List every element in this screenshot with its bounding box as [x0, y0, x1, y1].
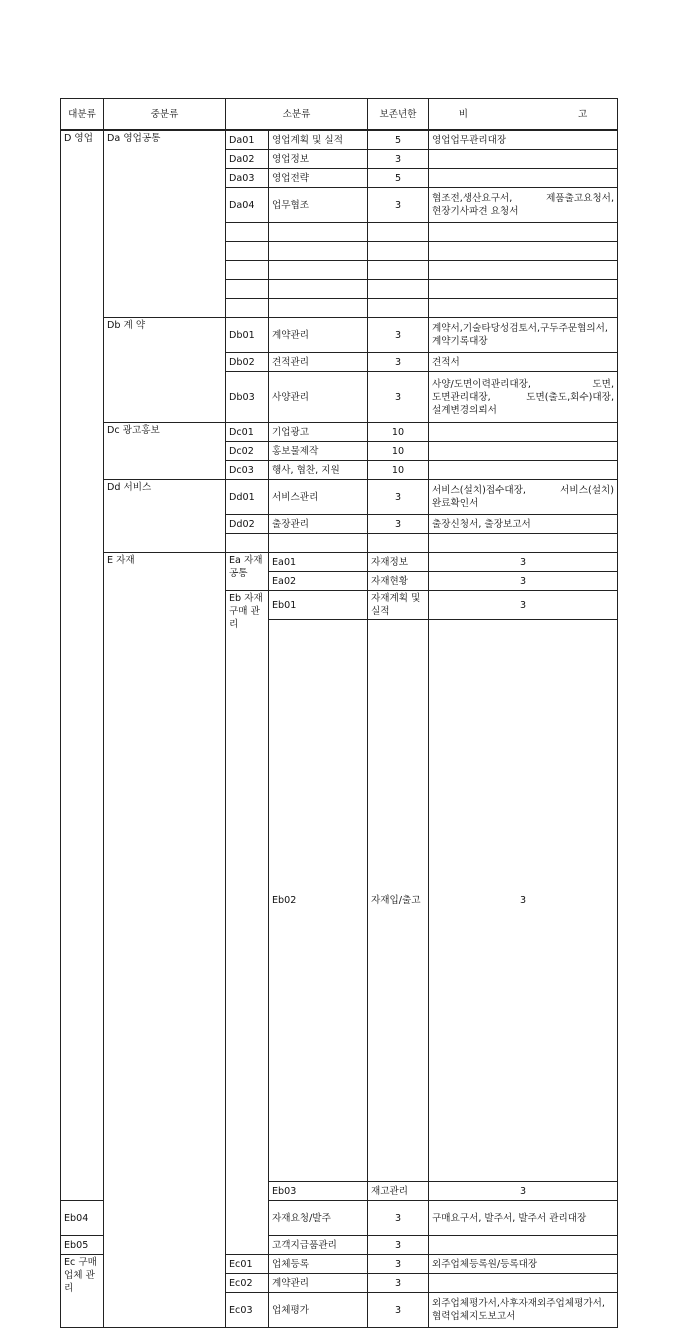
minor-code: Eb02	[269, 620, 368, 1182]
retention-years: 3	[368, 188, 429, 223]
middle-category-ea: Ea 자재공통	[226, 553, 269, 591]
remarks: 외주업체등록원/등록대장	[429, 1255, 618, 1274]
middle-category-eb: Eb 자재구매 관리	[226, 591, 269, 1255]
minor-name: 기업광고	[269, 423, 368, 442]
minor-code: Ea01	[269, 553, 368, 572]
retention-years: 3	[429, 591, 618, 620]
table-row	[61, 480, 618, 515]
remarks: 외주업체평가서,사후자재외주업체평가서,협력업체지도보고서	[429, 1293, 618, 1328]
minor-name: 행사, 협찬, 지원	[269, 461, 368, 480]
minor-code: Dc01	[226, 423, 269, 442]
retention-years: 3	[368, 1274, 429, 1293]
minor-name: 사양관리	[269, 372, 368, 423]
minor-code: Eb05	[61, 1236, 104, 1255]
remarks: 협조전,생산요구서, 제품출고요청서, 현장기사파견 요청서	[429, 188, 618, 223]
middle-category-db: Db 계 약	[104, 318, 226, 423]
minor-name: 영업계획 및 실적	[269, 130, 368, 150]
minor-name: 자재입/출고	[368, 620, 429, 1182]
header-major: 대분류	[61, 99, 104, 131]
minor-name: 출장관리	[269, 515, 368, 534]
minor-name: 홍보물제작	[269, 442, 368, 461]
header-minor: 소분류	[226, 99, 368, 131]
minor-name: 재고관리	[368, 1182, 429, 1201]
middle-category-ec: Ec 구매업체 관리	[61, 1255, 104, 1328]
retention-years: 3	[429, 572, 618, 591]
remarks	[429, 423, 618, 442]
minor-code: Eb04	[61, 1201, 104, 1236]
minor-code: Dc03	[226, 461, 269, 480]
remarks	[429, 442, 618, 461]
minor-name: 자재현황	[368, 572, 429, 591]
retention-years: 10	[368, 461, 429, 480]
retention-years: 3	[429, 620, 618, 1182]
retention-years: 3	[429, 553, 618, 572]
remarks	[429, 169, 618, 188]
header-row	[61, 99, 618, 131]
table-row	[61, 553, 618, 572]
minor-code: Dc02	[226, 442, 269, 461]
remarks: 구매요구서, 발주서, 발주서 관리대장	[429, 1201, 618, 1236]
retention-years: 3	[429, 1182, 618, 1201]
retention-years: 5	[368, 169, 429, 188]
remarks	[429, 1274, 618, 1293]
remarks: 계약서,기술타당성검토서,구두주문협의서,계약기록대장	[429, 318, 618, 353]
header-retention: 보존년한	[368, 99, 429, 131]
minor-name: 자재요청/발주	[269, 1201, 368, 1236]
major-category-d: D 영업	[61, 130, 104, 1201]
minor-code: Eb01	[269, 591, 368, 620]
middle-category-da: Da 영업공통	[104, 130, 226, 318]
remarks: 출장신청서, 출장보고서	[429, 515, 618, 534]
minor-code: Dd02	[226, 515, 269, 534]
retention-years: 5	[368, 130, 429, 150]
minor-code: Ea02	[269, 572, 368, 591]
minor-code: Db03	[226, 372, 269, 423]
minor-code: Da02	[226, 150, 269, 169]
remarks	[429, 461, 618, 480]
minor-name: 업체평가	[269, 1293, 368, 1328]
header-remarks-a: 비	[458, 108, 468, 120]
remarks	[429, 1236, 618, 1255]
retention-years: 3	[368, 1293, 429, 1328]
minor-name: 업체등록	[269, 1255, 368, 1274]
middle-category-dc: Dc 광고홍보	[104, 423, 226, 480]
minor-name: 영업전략	[269, 169, 368, 188]
retention-years: 3	[368, 480, 429, 515]
header-remarks	[429, 99, 618, 131]
minor-name: 고객지급품관리	[269, 1236, 368, 1255]
minor-code: Dd01	[226, 480, 269, 515]
table-row	[61, 318, 618, 353]
retention-years: 3	[368, 1255, 429, 1274]
minor-code: Ec03	[226, 1293, 269, 1328]
retention-years: 3	[368, 515, 429, 534]
table-row	[61, 423, 618, 442]
minor-code: Db01	[226, 318, 269, 353]
minor-name: 업무협조	[269, 188, 368, 223]
minor-name: 서비스관리	[269, 480, 368, 515]
minor-name: 계약관리	[269, 1274, 368, 1293]
retention-years: 10	[368, 423, 429, 442]
retention-years: 3	[368, 1201, 429, 1236]
minor-code: Eb03	[269, 1182, 368, 1201]
minor-name: 계약관리	[269, 318, 368, 353]
remarks: 사양/도면이력관리대장, 도면, 도면관리대장, 도면(출도,회수)대장, 설계변경의뢰서	[429, 372, 618, 423]
retention-years: 3	[368, 150, 429, 169]
retention-years: 3	[368, 1236, 429, 1255]
major-category-e: E 자재	[104, 553, 226, 1328]
retention-years: 3	[368, 318, 429, 353]
minor-code: Da03	[226, 169, 269, 188]
minor-name: 견적관리	[269, 353, 368, 372]
retention-years: 3	[368, 372, 429, 423]
records-retention-table	[60, 98, 618, 1328]
header-middle: 중분류	[104, 99, 226, 131]
minor-name: 영업정보	[269, 150, 368, 169]
minor-code: Da04	[226, 188, 269, 223]
remarks	[429, 150, 618, 169]
minor-name: 자재정보	[368, 553, 429, 572]
minor-code: Db02	[226, 353, 269, 372]
minor-code: Ec01	[226, 1255, 269, 1274]
table-row	[61, 130, 618, 150]
retention-years: 10	[368, 442, 429, 461]
middle-category-dd: Dd 서비스	[104, 480, 226, 553]
minor-code: Da01	[226, 130, 269, 150]
retention-years: 3	[368, 353, 429, 372]
remarks: 영업업무관리대장	[429, 130, 618, 150]
header-remarks-b: 고	[578, 108, 588, 120]
minor-code: Ec02	[226, 1274, 269, 1293]
remarks: 견적서	[429, 353, 618, 372]
minor-name: 자재계획 및 실적	[368, 591, 429, 620]
remarks: 서비스(설치)접수대장, 서비스(설치)완료확인서	[429, 480, 618, 515]
